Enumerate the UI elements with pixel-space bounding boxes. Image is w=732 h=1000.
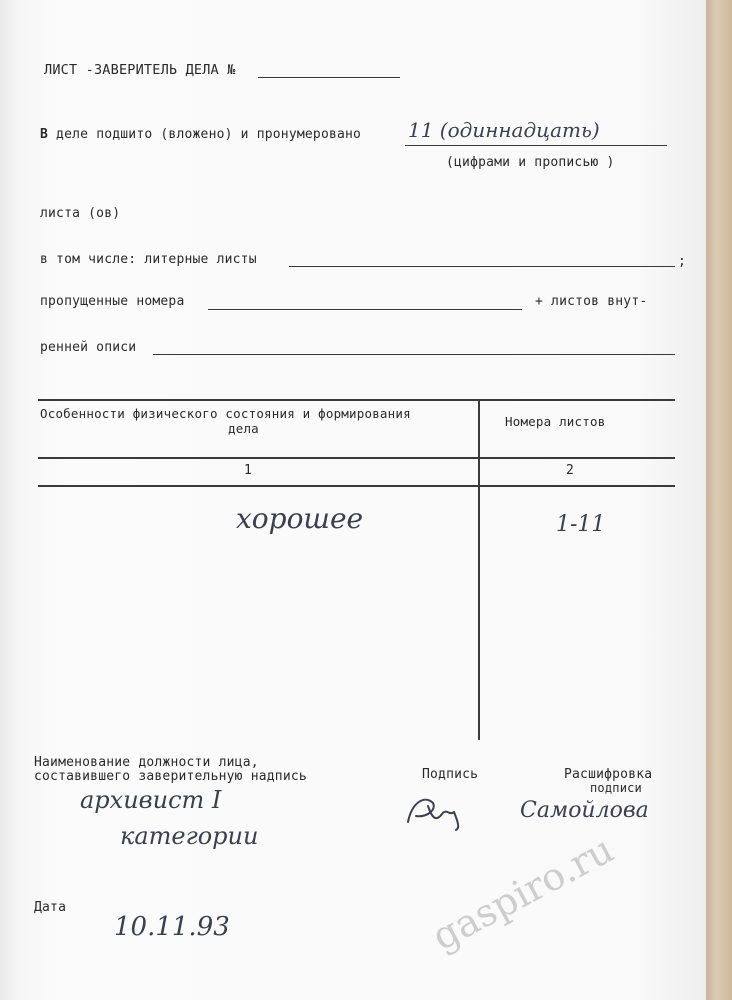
filed-count-handwritten: 11 (одиннадцать) [408, 118, 600, 142]
literal-sheets-label: в том числе: литерные листы [40, 252, 257, 267]
table-col1-header: Особенности физического состояния и формирования [40, 406, 411, 421]
filed-hint: (цифрами и прописью ) [446, 155, 615, 170]
page-edge [706, 0, 732, 1000]
table-col1-number: 1 [244, 463, 253, 478]
decode-label: Расшифровка [564, 767, 653, 782]
date-label: Дата [34, 900, 67, 915]
table-col2-number: 2 [566, 463, 575, 478]
literal-sheets-semicolon: ; [678, 254, 687, 269]
watermark: gaspiro.ru [425, 827, 621, 959]
table-col1-header-cont: дела [228, 421, 259, 436]
position-label: Наименование должности лица, [34, 755, 259, 770]
table-col2-header: Номера листов [505, 414, 606, 429]
plus-sheets-label: + листов внут- [535, 294, 648, 309]
signature-scribble [402, 792, 474, 832]
condition-handwritten: хорошее [236, 502, 364, 535]
filed-count-line [405, 145, 667, 146]
inventory-label: ренней описи [40, 340, 137, 355]
signature-label: Подпись [422, 767, 479, 782]
table-top-border [38, 399, 675, 401]
decode-handwritten: Самойлова [520, 798, 649, 823]
missing-numbers-label: пропущенные номера [40, 294, 185, 309]
sheet-range-handwritten: 1-11 [556, 512, 606, 537]
date-handwritten: 10.11.93 [114, 912, 230, 942]
missing-numbers-line [208, 309, 522, 310]
table-column-divider [478, 400, 480, 740]
sheets-label: листа (ов) [40, 206, 121, 221]
form-title: ЛИСТ -ЗАВЕРИТЕЛЬ ДЕЛА № [44, 62, 236, 78]
filed-text: деле подшито (вложено) и пронумеровано [48, 127, 362, 142]
inventory-line [153, 354, 675, 355]
decode-label-cont: подписи [590, 781, 642, 795]
case-number-line [258, 77, 400, 78]
position-handwritten: архивист I [80, 786, 222, 814]
position-handwritten-cont: категории [120, 822, 259, 850]
table-body-border [38, 485, 675, 487]
table-header-border [38, 457, 675, 459]
filed-prefix: В [40, 127, 49, 142]
literal-sheets-line [289, 266, 675, 267]
position-label-cont: составившего заверительную надпись [34, 769, 307, 784]
filed-statement [40, 127, 361, 142]
